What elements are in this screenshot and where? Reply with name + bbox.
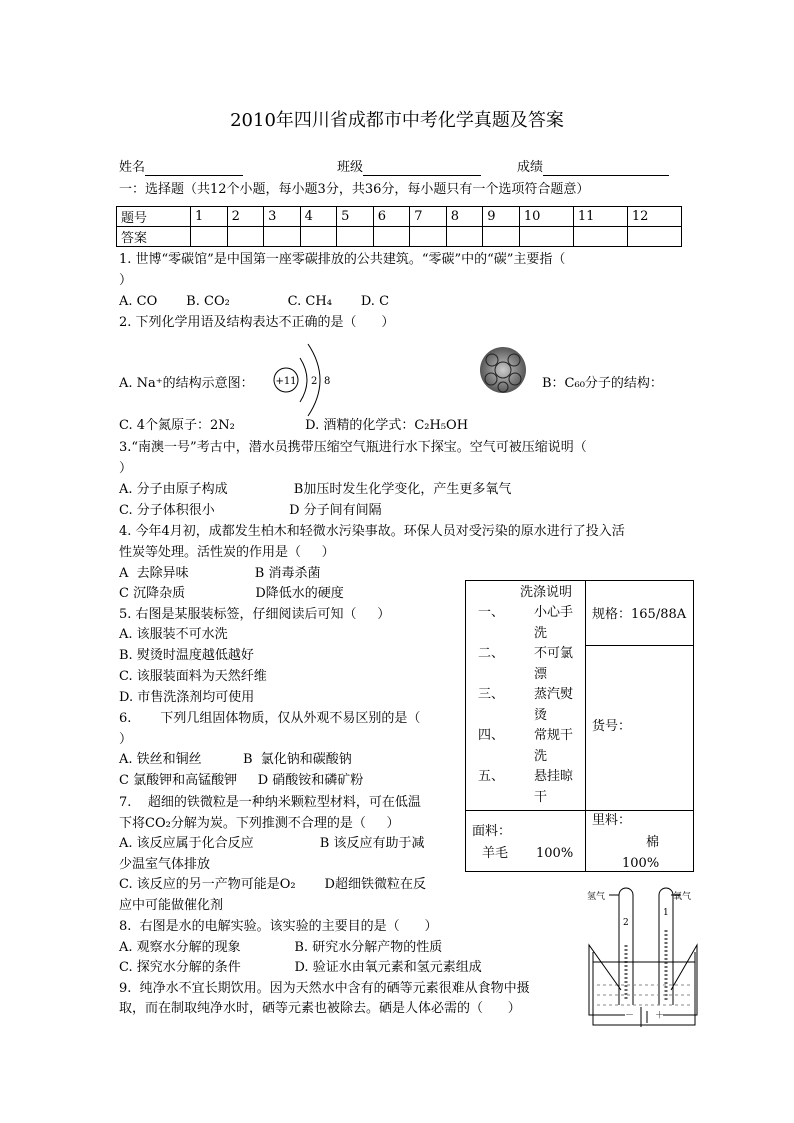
section-heading: 一：选择题（共12个小题，每小题3分，共36分，每小题只有一个选项符合题意） (119, 182, 590, 197)
text-line: C. 4个氮原子：2N₂ D. 酒精的化学式：C₂H₅OH (119, 418, 469, 433)
wash-title: 洗涤说明 (520, 585, 573, 600)
text-line: 下将CO₂分解为炭。下列推测不合理的是（ ） (119, 816, 400, 831)
text-line: C. 探究水分解的条件 D. 验证水由氧元素和氢元素组成 (119, 960, 482, 975)
answer-table (116, 206, 682, 247)
text-line: 7. 超细的铁微粒是一种纳米颗粒型材料，可在低温 (119, 795, 421, 810)
text-line: 性炭等处理。活性炭的作用是（ ） (119, 545, 335, 560)
text-line: D. 市售洗涤剂均可使用 (119, 690, 255, 705)
negative-terminal: － (625, 1011, 635, 1021)
wash-instruction: 悬挂晾 (534, 769, 574, 784)
wash-instruction: 小心手 (534, 605, 574, 620)
text-line: 应中可能做催化剂 (119, 898, 224, 913)
question-number-cell: 6 (373, 207, 410, 227)
lining-material: 棉 (646, 835, 660, 850)
answer-cell[interactable] (300, 227, 337, 247)
text-line: A. 分子由原子构成 B加压时发生化学变化，产生更多氧气 (119, 482, 512, 497)
page-title: 2010年四川省成都市中考化学真题及答案 (230, 110, 564, 131)
answer-cell[interactable] (446, 227, 483, 247)
answer-cell[interactable] (227, 227, 264, 247)
water-electrolysis-diagram (585, 885, 700, 1030)
shell-2-electrons: 8 (324, 376, 331, 387)
answer-cell[interactable] (627, 227, 681, 247)
text-line: ） (119, 461, 133, 476)
text-line: C. 该服装面料为天然纤维 (119, 669, 267, 684)
class-label: 班级 (337, 160, 364, 175)
text-line: A. 铁丝和铜丝 B 氯化钠和碳酸钠 (119, 752, 352, 767)
question-number-cell: 11 (573, 207, 627, 227)
oxygen-label: 氧气 (673, 892, 692, 902)
wash-instruction: 蒸汽熨 (534, 687, 574, 702)
class-field (337, 160, 481, 176)
text-line: A 去除异味 B 消毒杀菌 (119, 566, 321, 581)
answer-cell[interactable] (483, 227, 520, 247)
na-ion-structure-diagram (268, 340, 338, 420)
answer-cell[interactable] (191, 227, 228, 247)
question-number-cell: 8 (446, 207, 483, 227)
question-number-cell: 5 (337, 207, 374, 227)
answer-cell[interactable] (410, 227, 447, 247)
text-line: 5. 右图是某服装标签，仔细阅读后可知（ ） (119, 607, 391, 622)
question-number-cell: 12 (627, 207, 681, 227)
wash-instruction: 常规干 (534, 728, 574, 743)
lining-label: 里料： (592, 813, 632, 828)
answer-cell[interactable] (264, 227, 301, 247)
question-number-cell: 9 (483, 207, 520, 227)
text-line: 4. 今年4月初，成都发生柏木和轻微水污染事故。环保人员对受污染的原水进行了投入活 (119, 524, 625, 539)
question-number-cell: 3 (264, 207, 301, 227)
wash-instruction: 不可氯 (534, 646, 574, 661)
text-line: 1. 世博“零碳馆”是中国第一座零碳排放的公共建筑。“零碳”中的“碳”主要指（ (119, 252, 566, 267)
name-blank[interactable] (145, 162, 243, 176)
text-line: 少温室气体排放 (119, 857, 211, 872)
answer-cell[interactable] (337, 227, 374, 247)
item-number: 货号： (592, 719, 632, 734)
table-row (117, 207, 682, 227)
name-field (119, 160, 243, 176)
text-line: C. 分子体积很小 D 分子间有间隔 (119, 503, 382, 518)
row-label: 答案 (117, 227, 191, 247)
hydrogen-label: 氢气 (587, 892, 606, 902)
clothing-label-table (465, 580, 694, 872)
question-number-cell: 4 (300, 207, 337, 227)
text-line: ） (119, 273, 133, 288)
text-line: 取，而在制取纯净水时，硒等元素也被除去。硒是人体必需的（ ） (119, 1001, 521, 1016)
score-label: 成绩 (517, 160, 544, 175)
table-row (117, 227, 682, 247)
wash-instruction: 一、 (478, 605, 505, 620)
row-label: 题号 (117, 207, 191, 227)
class-blank[interactable] (363, 162, 481, 176)
score-blank[interactable] (543, 162, 669, 176)
text-line: ） (119, 732, 133, 747)
text-line: A. Na⁺的结构示意图： (119, 376, 254, 391)
text-line: C. 该反应的另一产物可能是O₂ D超细铁微粒在反 (119, 877, 426, 892)
text-line: 2. 下列化学用语及结构表达不正确的是（ ） (119, 315, 395, 330)
text-line: 9. 纯净水不宜长期饮用。因为天然水中含有的硒等元素很难从食物中摄 (119, 981, 530, 996)
score-field (517, 160, 669, 176)
wash-instruction: 干 (534, 790, 548, 805)
nucleus-charge: +11 (275, 376, 297, 387)
text-line: A. 该反应属于化合反应 B 该反应有助于减 (119, 836, 425, 851)
wash-instruction: 三、 (478, 687, 505, 702)
wash-instruction: 四、 (478, 728, 505, 743)
outer-percent: 100% (536, 846, 574, 861)
wash-instruction: 洗 (534, 749, 548, 764)
lining-percent: 100% (622, 856, 660, 871)
answer-cell[interactable] (373, 227, 410, 247)
outer-label: 面料： (472, 824, 512, 839)
text-line: C 沉降杂质 D降低水的硬度 (119, 586, 344, 601)
wash-instruction: 洗 (534, 626, 548, 641)
spec: 规格：165/88A (592, 607, 687, 622)
text-line: A. 该服装不可水洗 (119, 627, 228, 642)
question-number-cell: 7 (410, 207, 447, 227)
question-number-cell: 2 (227, 207, 264, 227)
text-line: C 氯酸钾和高锰酸钾 D 硝酸铵和磷矿粉 (119, 773, 364, 788)
question-number-cell: 10 (519, 207, 573, 227)
wash-instruction: 烫 (534, 708, 548, 723)
text-line: 8. 右图是水的电解实验。该实验的主要目的是（ ） (119, 919, 438, 934)
tube-2-label: 2 (623, 918, 629, 928)
outer-material: 羊毛 (482, 846, 509, 861)
wash-instruction: 漂 (534, 667, 548, 682)
answer-cell[interactable] (573, 227, 627, 247)
text-line: A. CO B. CO₂ C. CH₄ D. C (119, 294, 390, 309)
wash-instruction: 二、 (478, 646, 505, 661)
positive-terminal: ＋ (655, 1011, 665, 1021)
text-line: 6. 下列几组固体物质，仅从外观不易区别的是（ (119, 711, 421, 726)
name-label: 姓名 (119, 160, 146, 175)
shell-1-electrons: 2 (311, 376, 318, 387)
answer-cell[interactable] (519, 227, 573, 247)
wash-instruction: 五、 (478, 769, 505, 784)
text-line: B. 熨烫时温度越低越好 (119, 648, 254, 663)
text-line: B：C₆₀分子的结构： (542, 376, 663, 391)
question-number-cell: 1 (191, 207, 228, 227)
tube-1-label: 1 (663, 908, 669, 918)
text-line: A. 观察水分解的现象 B. 研究水分解产物的性质 (119, 940, 443, 955)
c60-molecule-image (478, 345, 528, 395)
text-line: 3.“南澳一号”考古中，潜水员携带压缩空气瓶进行水下探宝。空气可被压缩说明（ (119, 440, 587, 455)
